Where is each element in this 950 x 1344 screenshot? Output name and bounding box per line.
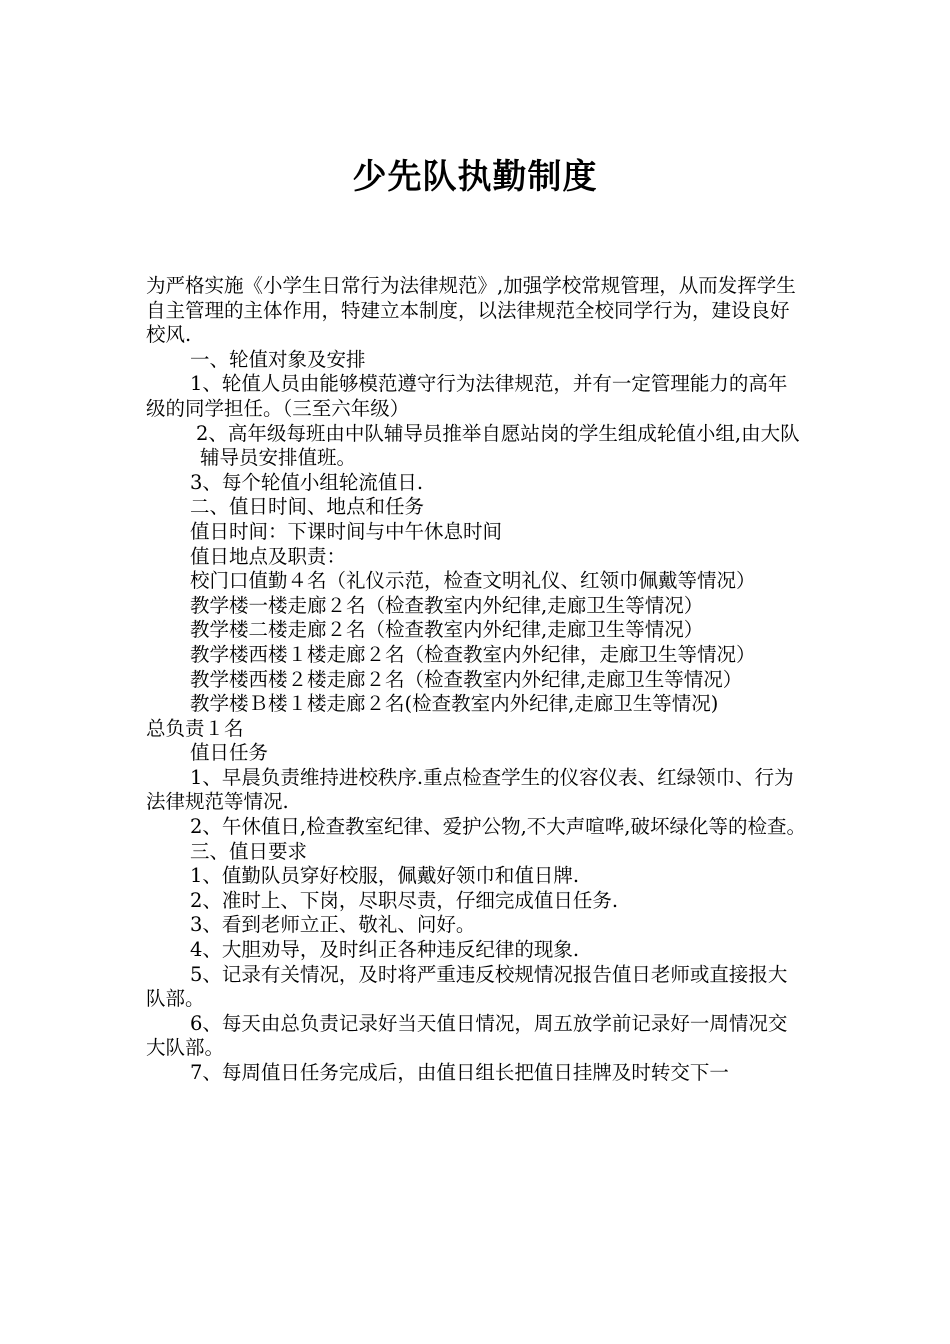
document-body [146,274,806,1086]
paragraph: 2、高年级每班由中队辅导员推举自愿站岗的学生组成轮值小组,由大队辅导员安排值班。 [196,421,800,470]
paragraph: 值日地点及职责： [190,544,347,568]
paragraph: 1、轮值人员由能够模范遵守行为法律规范，并有一定管理能力的高年级的同学担任。（三至六年级） [146,372,788,420]
paragraph: 教学楼西楼２楼走廊２名（检查教室内外纪律,走廊卫生等情况） [190,667,743,691]
paragraph: 4、大胆劝导，及时纠正各种违反纪律的现象. [190,938,580,962]
paragraph: 2、准时上、下岗，尽职尽责，仔细完成值日任务. [190,888,619,912]
paragraph: 3、每个轮值小组轮流值日. [190,470,424,494]
paragraph: 6、每天由总负责记录好当天值日情况，周五放学前记录好一周情况交大队部。 [146,1011,788,1060]
paragraph: 5、记录有关情况，及时将严重违反校规情况报告值日老师或直接报大队部。 [146,962,788,1011]
paragraph: 1、值勤队员穿好校服，佩戴好领巾和值日牌. [190,864,580,888]
section-heading-3: 三、值日要求 [190,839,308,863]
paragraph: 7、每周值日任务完成后，由值日组长把值日挂牌及时转交下一 [190,1061,729,1084]
paragraph: 3、看到老师立正、敬礼、问好。 [190,913,476,937]
section-heading-2: 二、值日时间、地点和任务 [190,495,425,519]
paragraph: 总负责１名 [146,716,244,740]
section-heading-1: 一、轮值对象及安排 [190,347,366,371]
paragraph: 2、午休值日,检查教室纪律、爱护公物,不大声喧哗,破坏绿化等的检查。 [190,815,807,839]
paragraph: 教学楼二楼走廊２名（检查教室内外纪律,走廊卫生等情况） [190,618,704,642]
intro-paragraph: 为严格实施《小学生日常行为法律规范》,加强学校常规管理，从而发挥学生自主管理的主体作用，特建立本制度，以法律规范全校同学行为，建设良好校风. [146,274,796,347]
paragraph: 校门口值勤４名（礼仪示范，检查文明礼仪、红领巾佩戴等情况） [190,569,756,593]
paragraph: 教学楼一楼走廊２名（检查教室内外纪律,走廊卫生等情况） [190,593,704,617]
paragraph: 1、早晨负责维持进校秩序.重点检查学生的仪容仪表、红绿领巾、行为法律规范等情况. [146,765,794,814]
paragraph: 值日时间：下课时间与中午休息时间 [190,519,503,543]
paragraph: 教学楼Ｂ楼１楼走廊２名(检查教室内外纪律,走廊卫生等情况) [190,692,719,716]
paragraph: 值日任务 [190,741,269,765]
paragraph: 教学楼西楼１楼走廊２名（检查教室内外纪律，走廊卫生等情况） [190,642,756,666]
document-title: 少先队执勤制度 [352,157,598,197]
